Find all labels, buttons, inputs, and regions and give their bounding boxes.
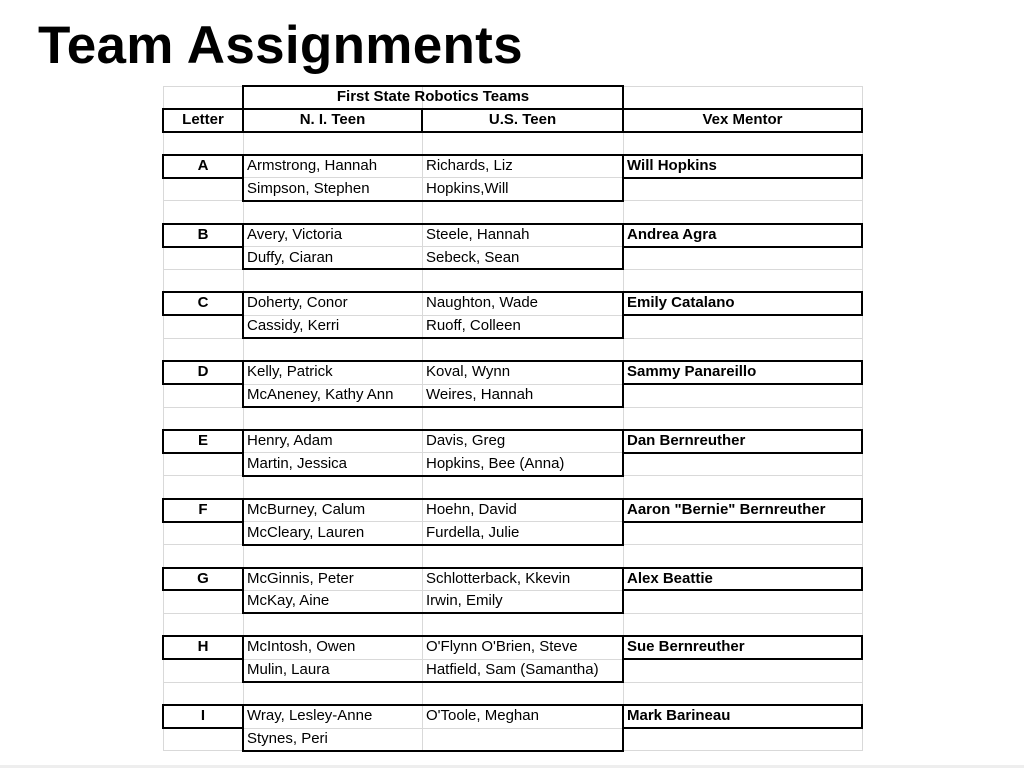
page-title: Team Assignments xyxy=(38,16,523,75)
us-teen-name: Schlotterback, Kkevin xyxy=(426,569,571,587)
ni-teen-name: Armstrong, Hannah xyxy=(247,156,378,174)
ni-teen-name: Doherty, Conor xyxy=(247,294,348,312)
us-teen-name: O'Toole, Meghan xyxy=(426,707,539,725)
vex-mentor-name: Will Hopkins xyxy=(627,156,717,174)
us-teen-name: Hopkins,Will xyxy=(426,179,509,197)
us-teen-name: Ruoff, Colleen xyxy=(426,317,521,335)
ni-teen-name: Avery, Victoria xyxy=(247,225,343,243)
team-letter: E xyxy=(197,431,208,449)
us-teen-name: Hopkins, Bee (Anna) xyxy=(426,454,565,472)
vex-mentor-name: Mark Barineau xyxy=(627,707,731,725)
team-letter: A xyxy=(197,156,209,174)
ni-teen-name: McGinnis, Peter xyxy=(247,569,354,587)
us-teen-name: O'Flynn O'Brien, Steve xyxy=(426,638,578,656)
vex-mentor-name: Sue Bernreuther xyxy=(627,638,745,656)
team-letter: G xyxy=(197,569,209,587)
vex-mentor-name: Dan Bernreuther xyxy=(627,431,746,449)
vex-mentor-name: Alex Beattie xyxy=(627,569,713,587)
vex-mentor-name: Sammy Panareillo xyxy=(627,363,757,381)
team-letter: C xyxy=(197,294,209,312)
us-teen-name: Hatfield, Sam (Samantha) xyxy=(426,661,599,679)
ni-teen-name: McKay, Aine xyxy=(247,592,330,610)
team-letter: I xyxy=(200,707,206,725)
us-teen-name xyxy=(422,728,623,751)
vex-mentor-name: Emily Catalano xyxy=(627,294,735,312)
us-teen-name: Richards, Liz xyxy=(426,156,513,174)
team-letter: B xyxy=(197,225,209,243)
ni-teen-name: Stynes, Peri xyxy=(247,730,328,748)
column-header-us-teen: U.S. Teen xyxy=(488,110,557,128)
ni-teen-name: Kelly, Patrick xyxy=(247,363,333,381)
ni-teen-name: McCleary, Lauren xyxy=(247,523,365,541)
column-header-vex-mentor: Vex Mentor xyxy=(702,110,783,128)
team-letter: D xyxy=(197,363,209,381)
us-teen-name: Davis, Greg xyxy=(426,431,506,449)
us-teen-name: Furdella, Julie xyxy=(426,523,520,541)
ni-teen-name: Duffy, Ciaran xyxy=(247,248,334,266)
us-teen-name: Steele, Hannah xyxy=(426,225,530,243)
ni-teen-name: Simpson, Stephen xyxy=(247,179,370,197)
ni-teen-name: McBurney, Calum xyxy=(247,500,366,518)
column-header-ni-teen: N. I. Teen xyxy=(299,110,366,128)
us-teen-name: Hoehn, David xyxy=(426,500,517,518)
ni-teen-name: Cassidy, Kerri xyxy=(247,317,340,335)
ni-teen-name: McIntosh, Owen xyxy=(247,638,356,656)
vex-mentor-name: Andrea Agra xyxy=(627,225,717,243)
team-assignments-table xyxy=(163,86,862,749)
us-teen-name: Sebeck, Sean xyxy=(426,248,520,266)
team-letter: H xyxy=(197,638,209,656)
ni-teen-name: Wray, Lesley-Anne xyxy=(247,707,373,725)
group-header: First State Robotics Teams xyxy=(336,88,530,105)
us-teen-name: Weires, Hannah xyxy=(426,386,534,404)
ni-teen-name: Henry, Adam xyxy=(247,431,333,449)
column-header-letter: Letter xyxy=(182,110,224,128)
ni-teen-name: McAneney, Kathy Ann xyxy=(247,386,394,404)
vex-mentor-name: Aaron "Bernie" Bernreuther xyxy=(627,500,826,518)
team-letter: F xyxy=(198,500,208,518)
us-teen-name: Naughton, Wade xyxy=(426,294,539,312)
us-teen-name: Irwin, Emily xyxy=(426,592,503,610)
ni-teen-name: Martin, Jessica xyxy=(247,454,348,472)
us-teen-name: Koval, Wynn xyxy=(426,363,511,381)
ni-teen-name: Mulin, Laura xyxy=(247,661,330,679)
